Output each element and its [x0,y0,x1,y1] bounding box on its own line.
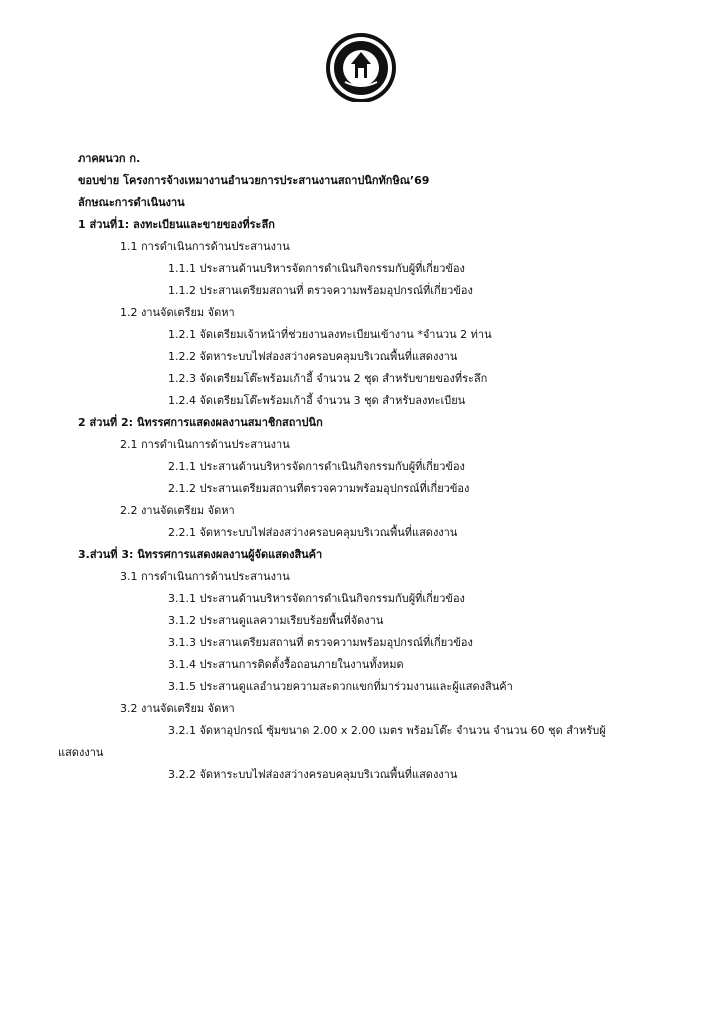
item-2-1-2: 2.1.2 ประสานเตรียมสถานที่ตรวจความพร้อมอุปกรณ์ที่เกี่ยวข้อง [168,482,470,495]
item-1-2-2: 1.2.2 จัดหาระบบไฟส่องสว่างครอบคลุมบริเวณพื้นที่แสดงงาน [168,350,458,363]
item-1-1-2: 1.1.2 ประสานเตรียมสถานที่ ตรวจความพร้อมอุปกรณ์ที่เกี่ยวข้อง [168,284,473,297]
item-1-2: 1.2 งานจัดเตรียม จัดหา [120,306,235,319]
item-3-1-5: 3.1.5 ประสานดูแลอำนวยความสะดวกแขกที่มาร่วมงานและผู้แสดงสินค้า [168,680,513,693]
item-1-2-1: 1.2.1 จัดเตรียมเจ้าหน้าที่ช่วยงานลงทะเบียนเข้างาน *จำนวน 2 ท่าน [168,328,492,341]
item-1-2-3: 1.2.3 จัดเตรียมโต๊ะพร้อมเก้าอี้ จำนวน 2 ชุด สำหรับขายของที่ระลึก [168,372,488,385]
appendix-heading: ภาคผนวก ก. [78,152,141,165]
item-3-2-1: 3.2.1 จัดหาอุปกรณ์ ซุ้มขนาด 2.00 x 2.00 เมตร พร้อมโต๊ะ จำนวน จำนวน 60 ชุด สำหรับผู้ [168,724,606,737]
item-1-2-4: 1.2.4 จัดเตรียมโต๊ะพร้อมเก้าอี้ จำนวน 3 ชุด สำหรับลงทะเบียน [168,394,466,407]
item-3-1-2: 3.1.2 ประสานดูแลความเรียบร้อยพื้นที่จัดงาน [168,614,384,627]
section-3-heading: 3.ส่วนที่ 3: นิทรรศการแสดงผลงานผู้จัดแสดงสินค้า [78,548,323,561]
operations-heading: ลักษณะการดำเนินงาน [78,196,185,209]
item-3-2-2: 3.2.2 จัดหาระบบไฟส่องสว่างครอบคลุมบริเวณพื้นที่แสดงงาน [168,768,458,781]
item-3-2-1-continuation: แสดงงาน [58,746,104,759]
item-3-1-1: 3.1.1 ประสานด้านบริหารจัดการดำเนินกิจกรรมกับผู้ที่เกี่ยวข้อง [168,592,465,605]
item-3-1-4: 3.1.4 ประสานการติดตั้งรื้อถอนภายในงานทั้งหมด [168,658,404,671]
section-2-heading: 2 ส่วนที่ 2: นิทรรศการแสดงผลงานสมาชิกสถาปนิก [78,416,323,429]
item-3-1-3: 3.1.3 ประสานเตรียมสถานที่ ตรวจความพร้อมอุปกรณ์ที่เกี่ยวข้อง [168,636,473,649]
item-2-1-1: 2.1.1 ประสานด้านบริหารจัดการดำเนินกิจกรรมกับผู้ที่เกี่ยวข้อง [168,460,465,473]
document-body [58,148,678,786]
scope-heading: ขอบข่าย โครงการจ้างเหมางานอำนวยการประสานงานสถาปนิกทักษิณ’69 [78,174,430,187]
organization-seal-logo [321,30,401,110]
item-3-1: 3.1 การดำเนินการด้านประสานงาน [120,570,290,583]
item-2-1: 2.1 การดำเนินการด้านประสานงาน [120,438,290,451]
item-3-2: 3.2 งานจัดเตรียม จัดหา [120,702,235,715]
item-2-2-1: 2.2.1 จัดหาระบบไฟส่องสว่างครอบคลุมบริเวณพื้นที่แสดงงาน [168,526,458,539]
section-1-heading: 1 ส่วนที่1: ลงทะเบียนและขายของที่ระลึก [78,218,275,231]
item-1-1-1: 1.1.1 ประสานด้านบริหารจัดการดำเนินกิจกรรมกับผู้ที่เกี่ยวข้อง [168,262,465,275]
item-2-2: 2.2 งานจัดเตรียม จัดหา [120,504,235,517]
item-1-1: 1.1 การดำเนินการด้านประสานงาน [120,240,290,253]
